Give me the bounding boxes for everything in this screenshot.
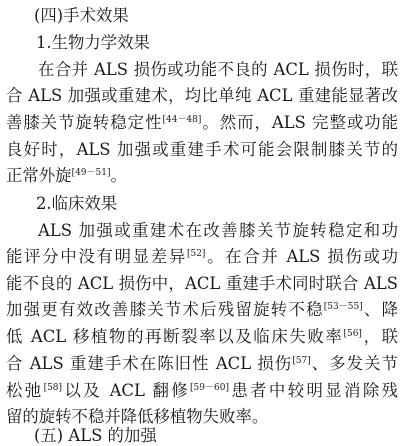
paragraph-line: [6, 86, 398, 106]
paragraph-text: 、降: [362, 300, 398, 319]
paragraph-line: [6, 327, 398, 347]
citation-ref: [44－48]: [162, 115, 202, 125]
paragraph-text: 低 ACL 移植物的再断裂率以及临床失败率: [6, 327, 344, 346]
citation-ref: [49－51]: [71, 168, 111, 178]
paragraph-line: [38, 221, 398, 241]
paragraph-text: 留的旋转不稳并降低移植物失败率。: [6, 407, 269, 426]
section-heading-text: (四)手术效果: [34, 6, 129, 25]
paragraph-line: [38, 60, 398, 80]
citation-ref: [52]: [186, 249, 206, 259]
citation-ref: [58]: [43, 383, 63, 393]
subsection-heading-text: 1.生物力学效果: [36, 33, 150, 52]
paragraph-text: ALS 加强或重建术在改善膝关节旋转稳定和功: [38, 221, 398, 240]
citation-ref: [53－55]: [323, 302, 363, 312]
paragraph-text: 患者中较明显消除残: [228, 381, 398, 400]
section-heading: [34, 6, 400, 26]
paragraph-line: [6, 300, 398, 320]
paragraph-line: [6, 247, 398, 267]
paragraph-text: 能评分中没有明显差异: [6, 247, 187, 266]
paragraph-text: 。然而，ALS 完整或功能: [201, 113, 398, 132]
next-section-heading-text: (五) ALS 的加强: [34, 426, 157, 445]
paragraph-text: 良好时，ALS 加强或重建手术可能会限制膝关节的: [6, 140, 398, 159]
paragraph-line: [6, 140, 398, 160]
subsection-heading-biomechanics: [36, 33, 400, 53]
paragraph-text: 、多发关节: [310, 354, 398, 373]
paragraph-text: 松弛: [6, 381, 44, 400]
paragraph-text: 。在合并 ALS 损伤或功: [205, 247, 398, 266]
paragraph-text: ，联: [361, 327, 398, 346]
paragraph-line: [6, 407, 398, 427]
paragraph-text: 以及 ACL 翻修: [62, 381, 191, 400]
paragraph-text: 。: [110, 166, 127, 185]
paragraph-text: 合 ALS 加强或重建术，均比单纯 ACL 重建能显著改: [6, 86, 398, 105]
paragraph-line: [6, 274, 398, 294]
paragraph-text: 加强更有效改善膝关节术后残留旋转不稳: [6, 300, 324, 319]
citation-ref: [59－60]: [190, 383, 229, 393]
paragraph-text: 能不良的 ACL 损伤中，ACL 重建手术同时联合 ALS: [6, 274, 398, 293]
citation-ref: [56]: [343, 329, 362, 339]
paragraph-line: [6, 166, 398, 186]
paragraph-text: 正常外旋: [6, 166, 72, 185]
paragraph-text: 在合并 ALS 损伤或功能不良的 ACL 损伤时，联: [38, 60, 398, 79]
paragraph-line: [6, 113, 398, 133]
next-section-heading: [34, 426, 400, 446]
subsection-heading-clinical: [36, 194, 400, 214]
paragraph-line: [6, 381, 398, 401]
subsection-heading-text: 2.临床效果: [36, 194, 118, 213]
citation-ref: [57]: [292, 356, 311, 366]
paragraph-text: 善膝关节旋转稳定性: [6, 113, 163, 132]
paragraph-text: 合 ALS 重建手术在陈旧性 ACL 损伤: [6, 354, 293, 373]
paragraph-line: [6, 354, 398, 374]
